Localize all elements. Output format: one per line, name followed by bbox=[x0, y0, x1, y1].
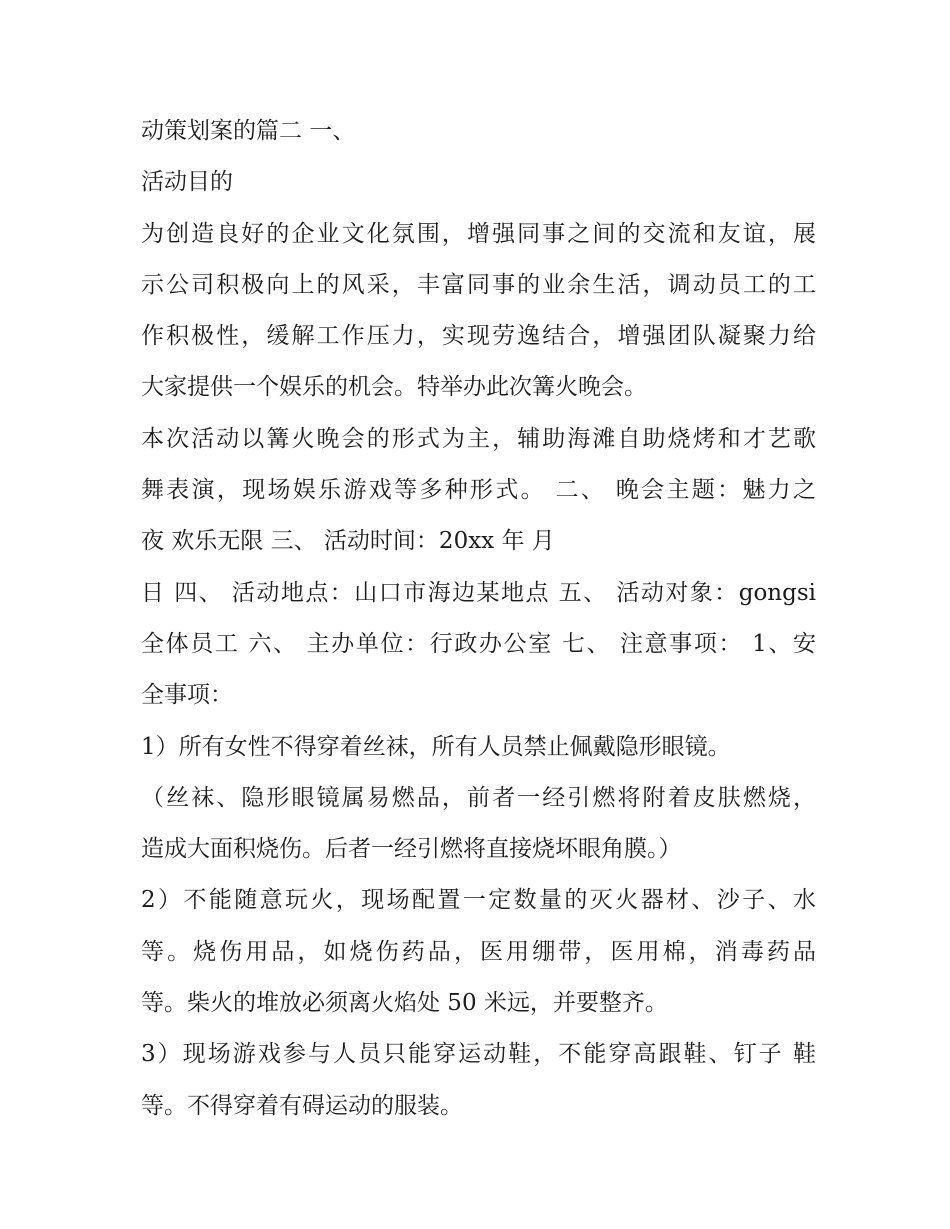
paragraph-line: 日 四、 活动地点：山口市海边某地点 五、 活动对象：gongsi bbox=[141, 579, 816, 606]
paragraph-line: 全体员工 六、 主办单位：行政办公室 七、 注意事项： 1、安 bbox=[141, 630, 816, 657]
paragraph-line: 全事项： bbox=[141, 682, 233, 709]
list-item-line: 1）所有女性不得穿着丝袜，所有人员禁止佩戴隐形眼镜。 bbox=[141, 733, 731, 760]
list-item-line: （丝袜、隐形眼镜属易燃品，前者一经引燃将附着皮肤燃烧， bbox=[141, 784, 816, 811]
paragraph-line: 大家提供一个娱乐的机会。特举办此次篝火晚会。 bbox=[141, 374, 647, 401]
paragraph-line: 为创造良好的企业文化氛围，增强同事之间的交流和友谊，展 bbox=[141, 220, 816, 247]
list-item-line: 3）现场游戏参与人员只能穿运动鞋，不能穿高跟鞋、钉子 鞋 bbox=[141, 1041, 816, 1068]
list-item-line: 等。柴火的堆放必须离火焰处 50 米远，并要整齐。 bbox=[141, 990, 668, 1017]
section-title-activity-purpose: 活动目的 bbox=[141, 169, 233, 196]
document-body bbox=[141, 106, 816, 1132]
list-item-line: 等。烧伤用品，如烧伤药品，医用绷带，医用棉，消毒药品 bbox=[141, 938, 816, 965]
paragraph-line: 舞表演，现场娱乐游戏等多种形式。 二、 晚会主题：魅力之 bbox=[141, 477, 816, 504]
paragraph-line: 作积极性，缓解工作压力，实现劳逸结合，增强团队凝聚力给 bbox=[141, 323, 816, 350]
paragraph-line: 本次活动以篝火晚会的形式为主，辅助海滩自助烧烤和才艺歌 bbox=[141, 425, 816, 452]
list-item-line: 等。不得穿着有碍运动的服装。 bbox=[141, 1092, 463, 1119]
list-item-line: 2）不能随意玩火，现场配置一定数量的灭火器材、沙子、水 bbox=[141, 887, 816, 914]
paragraph-line: 夜 欢乐无限 三、 活动时间：20xx 年 月 bbox=[141, 528, 555, 555]
list-item-line: 造成大面积烧伤。后者一经引燃将直接烧坏眼角膜。） bbox=[141, 836, 682, 863]
heading-line: 动策划案的篇二 一、 bbox=[141, 118, 356, 144]
paragraph-line: 示公司积极向上的风采，丰富同事的业余生活，调动员工的工 bbox=[141, 271, 816, 298]
